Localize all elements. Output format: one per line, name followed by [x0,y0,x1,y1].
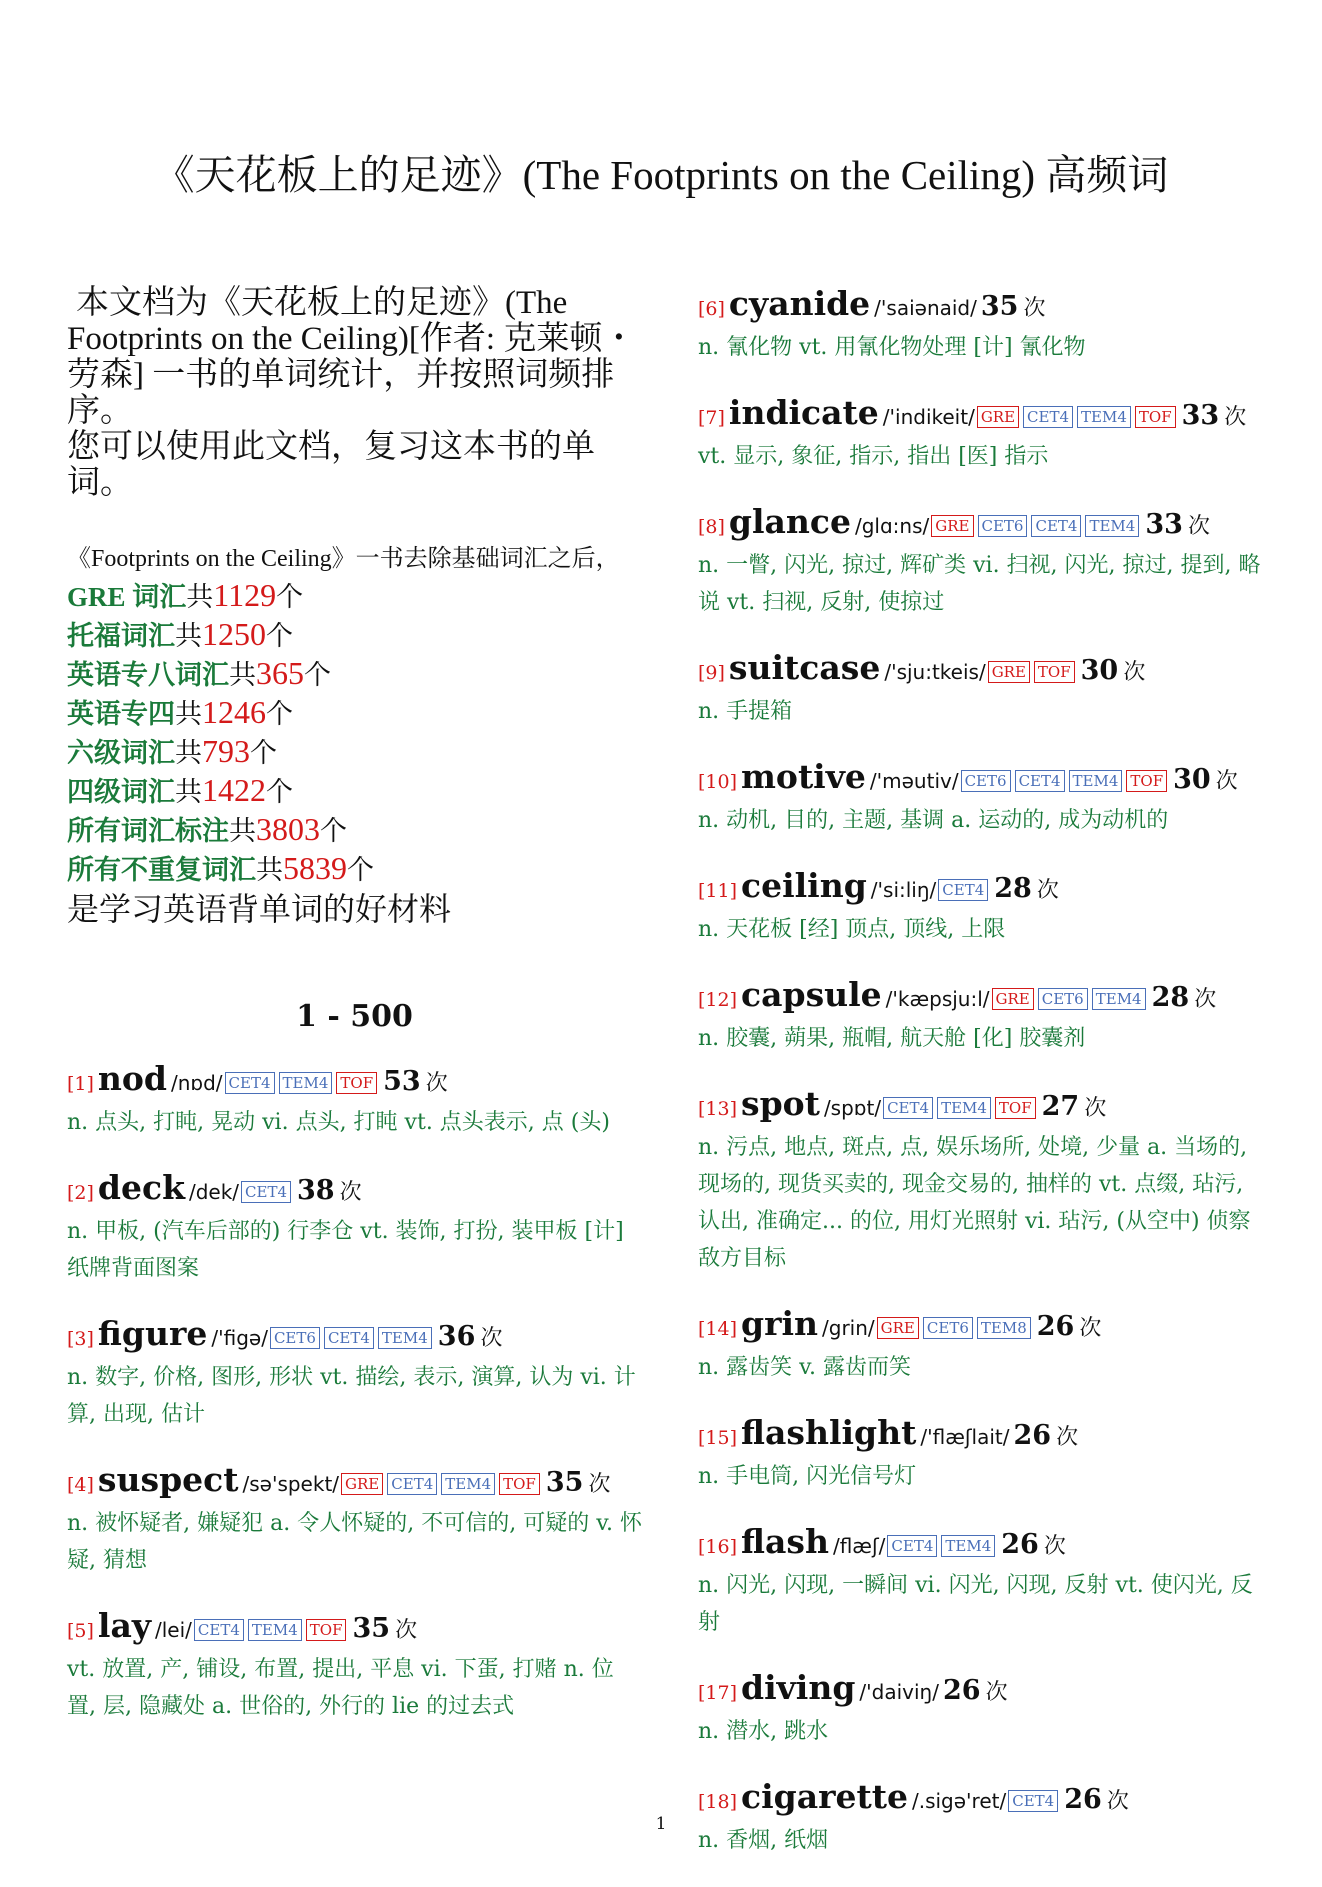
word-entry [698,1414,1268,1495]
entry-index: [14] [698,1318,738,1340]
stat-unit: 个 [276,582,304,612]
stat-row [67,772,642,811]
stat-gong: 共 [186,582,214,612]
stat-label: 所有词汇标注 [67,816,229,846]
stat-label: 六级词汇 [67,738,175,768]
entry-definition: n. 动机, 目的, 主题, 基调 a. 运动的, 成为动机的 [698,808,1169,833]
entry-phonetic: /'figə/ [211,1326,268,1350]
stat-number: 3803 [256,811,320,847]
exam-tag-tem8: TEM8 [977,1317,1031,1339]
word-entry [67,1060,642,1141]
stat-gong: 共 [229,660,256,690]
entry-phonetic: /'si:liŋ/ [870,878,937,902]
entry-word: indicate [728,393,879,432]
entry-word: motive [741,757,866,796]
entry-definition: n. 手提箱 [698,699,793,724]
entry-word: suitcase [728,648,881,687]
word-entry [698,1669,1268,1750]
entry-definition: n. 胶囊, 蒴果, 瓶帽, 航天舱 [化] 胶囊剂 [698,1026,1086,1051]
entry-definition: n. 一瞥, 闪光, 掠过, 辉矿类 vi. 扫视, 闪光, 掠过, 提到, 略说 vt. 扫视, 反射, 使掠过 [698,553,1261,615]
stat-row [67,694,642,733]
entry-phonetic: /'daiviŋ/ [859,1680,939,1704]
exam-tag-tem4: TEM4 [1085,515,1139,537]
stat-gong: 共 [175,621,202,651]
entry-count: 35 [352,1613,391,1644]
word-entry [698,285,1268,366]
count-unit: 次 [1036,878,1059,903]
word-entry [67,1169,642,1287]
stat-unit: 个 [266,621,293,651]
entry-phonetic: /'saiənaid/ [874,296,977,320]
entry-index: [3] [67,1328,94,1350]
entry-phonetic: /.sigə'ret/ [911,1789,1007,1813]
stat-label: 英语专四 [67,699,175,729]
count-unit: 次 [1043,1534,1066,1559]
exam-tag-tem4: TEM4 [937,1097,991,1119]
entry-count: 26 [1064,1784,1102,1815]
entry-word: cigarette [741,1777,908,1816]
word-list-right [698,285,1268,1859]
stat-gong: 共 [175,699,202,729]
entry-phonetic: /sə'spekt/ [242,1472,340,1496]
exam-tag-cet6: CET6 [1038,988,1088,1010]
entry-definition: n. 数字, 价格, 图形, 形状 vt. 描绘, 表示, 演算, 认为 vi. 计算, 出现, 估计 [67,1365,636,1427]
entry-word: diving [741,1668,856,1707]
entry-count: 38 [297,1175,335,1206]
entry-count: 33 [1181,400,1220,431]
entry-index: [16] [698,1536,738,1558]
stat-row [67,577,642,616]
stat-number: 365 [256,655,304,691]
exam-tag-tem4: TEM4 [248,1619,302,1641]
entry-word: spot [741,1084,820,1123]
exam-tag-cet4: CET4 [225,1072,275,1094]
exam-tag-cet6: CET6 [270,1327,320,1349]
entry-index: [15] [698,1427,738,1449]
stat-label: 四级词汇 [67,777,175,807]
word-entry [698,976,1268,1057]
stat-gong: 共 [229,816,256,846]
exam-tag-tem4: TEM4 [1077,406,1131,428]
exam-tag-cet6: CET6 [978,515,1028,537]
count-unit: 次 [1023,296,1046,321]
exam-tag-tof: TOF [1135,406,1176,428]
word-entry [67,1315,642,1433]
stat-gong: 共 [175,777,202,807]
entry-header [698,503,1268,547]
stat-number: 793 [202,733,250,769]
exam-tag-cet4: CET4 [1023,406,1073,428]
entry-definition: n. 露齿笑 v. 露齿而笑 [698,1355,911,1380]
entry-index: [12] [698,989,738,1011]
entry-header [698,976,1268,1020]
exam-tag-cet4: CET4 [387,1473,437,1495]
word-entry [698,394,1268,475]
count-unit: 次 [1194,987,1217,1012]
entry-definition: n. 天花板 [经] 顶点, 顶线, 上限 [698,917,1006,942]
exam-tag-gre: GRE [977,406,1019,428]
entry-word: capsule [741,975,882,1014]
word-entry [698,503,1268,621]
entry-count: 26 [1013,1420,1052,1451]
entry-header [67,1607,642,1651]
entry-header [698,394,1268,438]
entry-definition: n. 手电筒, 闪光信号灯 [698,1464,917,1489]
exam-tag-tof: TOF [1126,770,1167,792]
stat-row [67,616,642,655]
entry-index: [18] [698,1791,738,1813]
entry-definition: n. 污点, 地点, 斑点, 点, 娱乐场所, 处境, 少量 a. 当场的, 现场的, 现货买卖的, 现金交易的, 抽样的 vt. 点缀, 玷污, 认出, 准确定... 的位, 用灯光照射 vi. 玷污, (从空中) 侦察敌方目标 [698,1135,1251,1271]
entry-index: [7] [698,407,725,429]
entry-word: suspect [97,1460,239,1499]
exam-tag-cet4: CET4 [194,1619,244,1641]
word-entry [698,1085,1268,1277]
count-unit: 次 [425,1071,448,1096]
exam-tag-tof: TOF [995,1097,1036,1119]
stat-number: 1129 [213,577,277,613]
exam-tag-gre: GRE [988,661,1030,683]
exam-tag-cet4: CET4 [241,1181,291,1203]
exam-tag-tof: TOF [499,1473,540,1495]
entry-count: 33 [1145,509,1183,540]
entry-header [67,1169,642,1213]
entry-count: 36 [437,1321,476,1352]
stat-label: 托福词汇 [67,621,175,651]
count-unit: 次 [1224,405,1247,430]
entry-definition: n. 甲板, (汽车后部的) 行李仓 vt. 装饰, 打扮, 装甲板 [计] 纸牌背面图案 [67,1219,624,1281]
entry-definition: vt. 放置, 产, 铺设, 布置, 提出, 平息 vi. 下蛋, 打赌 n. 位置, 层, 隐藏处 a. 世俗的, 外行的 lie 的过去式 [67,1657,614,1719]
exam-tag-cet6: CET6 [923,1317,973,1339]
stat-unit: 个 [266,699,293,729]
entry-phonetic: /'kæpsju:l/ [885,987,990,1011]
count-unit: 次 [985,1680,1008,1705]
section-heading: 1 - 500 [296,999,413,1034]
count-unit: 次 [1056,1425,1079,1450]
entry-definition: n. 点头, 打盹, 晃动 vi. 点头, 打盹 vt. 点头表示, 点 (头) [67,1110,610,1135]
entry-index: [9] [698,662,725,684]
entry-header [698,1305,1268,1349]
entry-index: [2] [67,1182,94,1204]
stat-number: 1422 [202,772,266,808]
exam-tag-cet4: CET4 [887,1535,937,1557]
entry-header [67,1315,642,1359]
entry-index: [10] [698,771,738,793]
entry-index: [1] [67,1073,94,1095]
entry-count: 28 [1151,982,1190,1013]
entry-phonetic: /grin/ [822,1316,875,1340]
entry-phonetic: /nɒd/ [171,1071,223,1095]
word-entry [67,1461,642,1579]
entry-phonetic: /spɒt/ [823,1096,882,1120]
entry-header [698,867,1268,911]
entry-count: 27 [1041,1091,1080,1122]
stat-gong: 共 [175,738,202,768]
entry-count: 28 [994,873,1032,904]
right-column [698,285,1268,1887]
entry-definition: n. 闪光, 闪现, 一瞬间 vi. 闪光, 闪现, 反射 vt. 使闪光, 反射 [698,1573,1253,1635]
stat-number: 1250 [202,616,266,652]
exam-tag-cet4: CET4 [883,1097,933,1119]
entry-count: 30 [1173,764,1211,795]
exam-tag-cet4: CET4 [324,1327,374,1349]
entry-header [698,649,1268,693]
exam-tag-cet4: CET4 [1015,770,1065,792]
entry-definition: vt. 显示, 象征, 指示, 指出 [医] 指示 [698,444,1049,469]
stat-row [67,850,642,889]
stat-row [67,733,642,772]
intro-line-2: 您可以使用此文档，复习这本书的单词。 [67,429,595,501]
entry-phonetic: /'sju:tkeis/ [884,660,986,684]
word-entry [698,1305,1268,1386]
entry-header [698,1085,1268,1129]
page-title: 《天花板上的足迹》(The Footprints on the Ceiling) 高频词 [153,152,1169,198]
entry-header [67,1461,642,1505]
count-unit: 次 [588,1472,611,1497]
entry-phonetic: /'flæʃlait/ [920,1425,1010,1449]
entry-count: 35 [545,1467,584,1498]
stat-unit: 个 [250,738,277,768]
entry-count: 30 [1080,655,1119,686]
entry-definition: n. 被怀疑者, 嫌疑犯 a. 令人怀疑的, 不可信的, 可疑的 v. 怀疑, 猜想 [67,1511,643,1573]
entry-word: cyanide [728,284,871,323]
entry-word: lay [97,1606,152,1645]
entry-count: 26 [1036,1311,1075,1342]
exam-tag-gre: GRE [877,1317,919,1339]
entry-word: deck [97,1168,185,1207]
count-unit: 次 [395,1618,418,1643]
entry-header [67,1060,642,1104]
exam-tag-tem4: TEM4 [378,1327,432,1349]
word-list-left [67,1060,642,1725]
entry-definition: n. 氰化物 vt. 用氰化物处理 [计] 氰化物 [698,335,1086,360]
entry-header [698,285,1268,329]
entry-phonetic: /lei/ [155,1618,192,1642]
word-entry [698,1523,1268,1641]
exam-tag-tem4: TEM4 [941,1535,995,1557]
entry-word: grin [741,1304,819,1343]
entry-count: 26 [942,1675,981,1706]
exam-tag-cet4: CET4 [938,879,988,901]
entry-count: 53 [383,1066,421,1097]
entry-index: [13] [698,1098,738,1120]
count-unit: 次 [1084,1096,1107,1121]
entry-phonetic: /dek/ [188,1180,240,1204]
exam-tag-tem4: TEM4 [1069,770,1123,792]
intro-paragraph [67,285,642,501]
count-unit: 次 [1123,660,1146,685]
stats-list [67,577,642,889]
entry-phonetic: /glɑ:ns/ [855,514,930,538]
word-entry [698,649,1268,730]
entry-header [698,1669,1268,1713]
entry-header [698,758,1268,802]
stat-gong: 共 [256,855,283,885]
stat-row [67,655,642,694]
entry-header [698,1414,1268,1458]
entry-count: 26 [1001,1529,1039,1560]
stat-label: 所有不重复词汇 [67,855,256,885]
exam-tag-tem4: TEM4 [1092,988,1146,1010]
exam-tag-tem4: TEM4 [441,1473,495,1495]
word-entry [67,1607,642,1725]
stat-unit: 个 [266,777,293,807]
entry-index: [4] [67,1474,94,1496]
exam-tag-tof: TOF [1034,661,1075,683]
entry-count: 35 [980,291,1019,322]
count-unit: 次 [1188,514,1211,539]
left-column [67,285,642,1753]
count-unit: 次 [480,1326,503,1351]
exam-tag-gre: GRE [341,1473,383,1495]
word-entry [698,867,1268,948]
entry-header [698,1523,1268,1567]
entry-index: [17] [698,1682,738,1704]
word-entry [698,758,1268,839]
entry-word: ceiling [741,866,867,905]
exam-tag-gre: GRE [931,515,973,537]
intro-line-1: 本文档为《天花板上的足迹》(The Footprints on the Ceiling)[作者: 克莱顿・劳森] 一书的单词统计，并按照词频排序。 [67,285,636,429]
entry-phonetic: /'məutiv/ [869,769,959,793]
entry-phonetic: /flæʃ/ [832,1534,886,1558]
entry-index: [6] [698,298,725,320]
entry-word: glance [728,502,851,541]
entry-definition: n. 香烟, 纸烟 [698,1828,829,1853]
stat-unit: 个 [347,855,374,885]
count-unit: 次 [1106,1789,1129,1814]
exam-tag-cet4: CET4 [1008,1790,1058,1812]
exam-tag-cet4: CET4 [1031,515,1081,537]
entry-index: [8] [698,516,725,538]
entry-index: [5] [67,1620,94,1642]
stat-number: 5839 [283,850,347,886]
entry-word: flashlight [741,1413,917,1452]
page-number: 1 [655,1814,667,1834]
exam-tag-tof: TOF [306,1619,347,1641]
exam-tag-tem4: TEM4 [279,1072,333,1094]
count-unit: 次 [339,1180,362,1205]
stats-conclusion: 是学习英语背单词的好材料 [67,891,452,927]
stat-number: 1246 [202,694,266,730]
stats-intro: 《Footprints on the Ceiling》一书去除基础词汇之后， [67,546,620,572]
stat-label: 英语专八词汇 [67,660,229,690]
count-unit: 次 [1215,769,1238,794]
entry-word: nod [97,1059,167,1098]
stat-unit: 个 [304,660,331,690]
entry-index: [11] [698,880,738,902]
entry-word: figure [97,1314,208,1353]
exam-tag-tof: TOF [336,1072,377,1094]
stat-row [67,811,642,850]
stat-unit: 个 [320,816,347,846]
exam-tag-gre: GRE [992,988,1034,1010]
exam-tag-cet6: CET6 [961,770,1011,792]
entry-definition: n. 潜水, 跳水 [698,1719,829,1744]
count-unit: 次 [1079,1316,1102,1341]
entry-word: flash [741,1522,829,1561]
stats-block [67,541,642,929]
stat-label: GRE 词汇 [67,582,187,612]
entry-phonetic: /'indikeit/ [882,405,975,429]
